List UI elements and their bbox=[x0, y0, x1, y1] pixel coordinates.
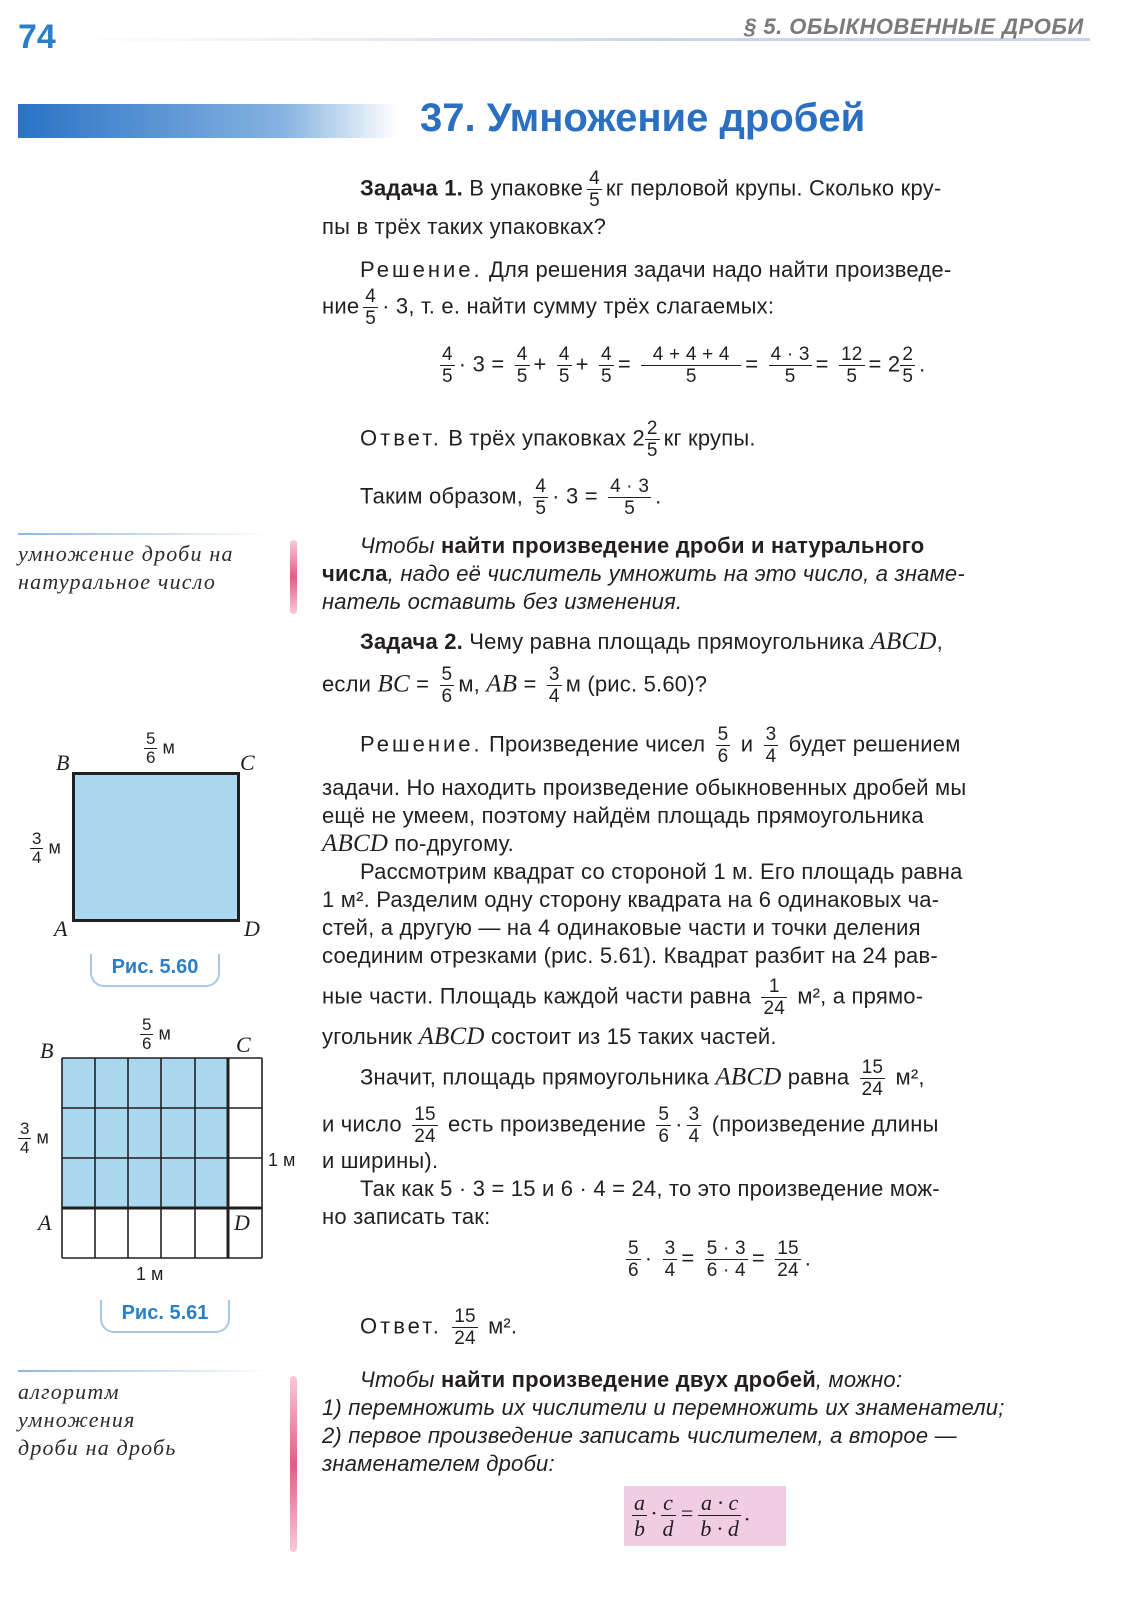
fig561-grid bbox=[14, 1016, 304, 1296]
task2-answer: Ответ. $\frac{15}{24}$ м². bbox=[360, 1306, 518, 1349]
equation-2: $\frac{5}{6}$ · $\frac{3}{4}$ = $\frac{5 \cdot 3}{6 \cdot 4}$ = $\frac{15}{24}$ . bbox=[628, 1238, 812, 1281]
page-title: 37. Умножение дробей bbox=[420, 96, 866, 140]
task2: Задача 2. Чему равна площадь прямоугольника ABCD, если BC = $\frac{5}{6}$ м, AB = $\frac{3}{4}$ м (рис. 5.60)? bbox=[322, 628, 943, 707]
task1: Задача 1. В упаковке $\frac{4}{5}$ кг перловой крупы. Сколько кру- пы в трёх таких упаковках? bbox=[322, 168, 942, 239]
fig560-label-B: B bbox=[56, 750, 70, 775]
page-number: 74 bbox=[18, 18, 56, 56]
task1-answer: Ответ. В трёх упаковках 2 $\frac{2}{5}$ кг крупы. bbox=[360, 418, 756, 461]
fig560-left-dim: $\frac{3}{4}$ м bbox=[32, 829, 61, 867]
fig561-right-dim: 1 м bbox=[268, 1150, 296, 1170]
task1-thus: Таким образом, $\frac{4}{5}$ · 3 = $\frac{4 \cdot 3}{5}$ . bbox=[360, 476, 662, 519]
pink-bar-2 bbox=[290, 1376, 297, 1552]
fig561-label-D: D bbox=[234, 1210, 250, 1235]
fig-5-61 bbox=[14, 1016, 304, 1296]
fig561-label-B: B bbox=[40, 1038, 54, 1063]
rule-2: Чтобы найти произведение двух дробей, можно: 1) перемножить их числители и перемножить их знаменатели; 2) первое произведение записать числителем, а второе — знаменателем дроби: bbox=[322, 1367, 1005, 1476]
rule-1: Чтобы найти произведение дроби и натурального числа, надо её числитель умножить на это число, а знаме- натель оставить без изменения. bbox=[322, 533, 965, 614]
task2-body: задачи. Но находить произведение обыкновенных дробей мы ещё не умеем, поэтому найдём площадь прямоугольника ABCD по-другому. Рассмотрим квадрат со стороной 1 м. Его площадь равна 1 м². Разделим одну сторону квадрата на 6 одинаковых ча- стей, а другую — на 4 одинаковые части и точки деления соединим отрезками (рис. 5.61). Квадрат разбит на 24 рав- ные части. Площадь каждой части равна $\frac{1}{24}$ м², а прямо- угольник ABCD состоит из 15 таких частей. Значит, площадь прямоугольника ABCD равна $\frac{15}{24}$ м², и число $\frac{15}{24}$ есть произведение $\frac{5}{6}$ · $\frac{3}{4}$ (произведение длины и ширины). Так как 5 · 3 = 15 и 6 · 4 = 24, то это произведение мож- но записать так: bbox=[322, 775, 967, 1229]
fig561-caption: Рис. 5.61 bbox=[100, 1300, 230, 1333]
fig561-bottom-dim: 1 м bbox=[136, 1264, 164, 1284]
fig561-label-A: A bbox=[38, 1210, 52, 1235]
fig561-left-dim: $\frac{3}{4}$ м bbox=[20, 1119, 49, 1157]
margin-rule-line-1 bbox=[18, 533, 270, 535]
fig561-top-dim: $\frac{5}{6}$ м bbox=[142, 1015, 171, 1053]
section-title: § 5. ОБЫКНОВЕННЫЕ ДРОБИ bbox=[744, 14, 1084, 39]
margin-note-2: алгоритм умножения дроби на дробь bbox=[18, 1379, 177, 1460]
fig560-label-D: D bbox=[244, 916, 260, 941]
margin-rule-line-2 bbox=[18, 1370, 270, 1372]
fig560-label-A: A bbox=[54, 916, 68, 941]
task1-solution: Решение. Для решения задачи надо найти произведе- ние $\frac{4}{5}$ · 3, т. е. найти сумму трёх слагаемых: bbox=[322, 257, 952, 329]
fig560-label-C: C bbox=[240, 750, 255, 775]
formula: $\frac{a}{b}$ · $\frac{c}{d}$ = $\frac{a \cdot c}{b \cdot d}$ . bbox=[634, 1490, 751, 1541]
pink-bar-1 bbox=[290, 540, 297, 614]
fig560-rect bbox=[72, 772, 240, 922]
margin-note-1: умножение дроби на натуральное число bbox=[18, 541, 234, 594]
fig560-caption: Рис. 5.60 bbox=[90, 954, 220, 987]
fig560-top-dim: $\frac{5}{6}$ м bbox=[146, 729, 175, 767]
equation-1: $\frac{4}{5}$ · 3 = $\frac{4}{5}$ + $\frac{4}{5}$ + $\frac{4}{5}$ = $\frac{4 + 4 + 4}{5}$ = $\frac{4 \cdot 3}{5}$ = $\frac{12}{5}$ = 2 $\frac{2}{5}$ . bbox=[442, 344, 926, 387]
task2-solution: Решение. Произведение чисел $\frac{5}{6}$ и $\frac{3}{4}$ будет решением bbox=[360, 724, 961, 767]
title-band bbox=[18, 104, 398, 138]
fig561-label-C: C bbox=[236, 1032, 251, 1057]
